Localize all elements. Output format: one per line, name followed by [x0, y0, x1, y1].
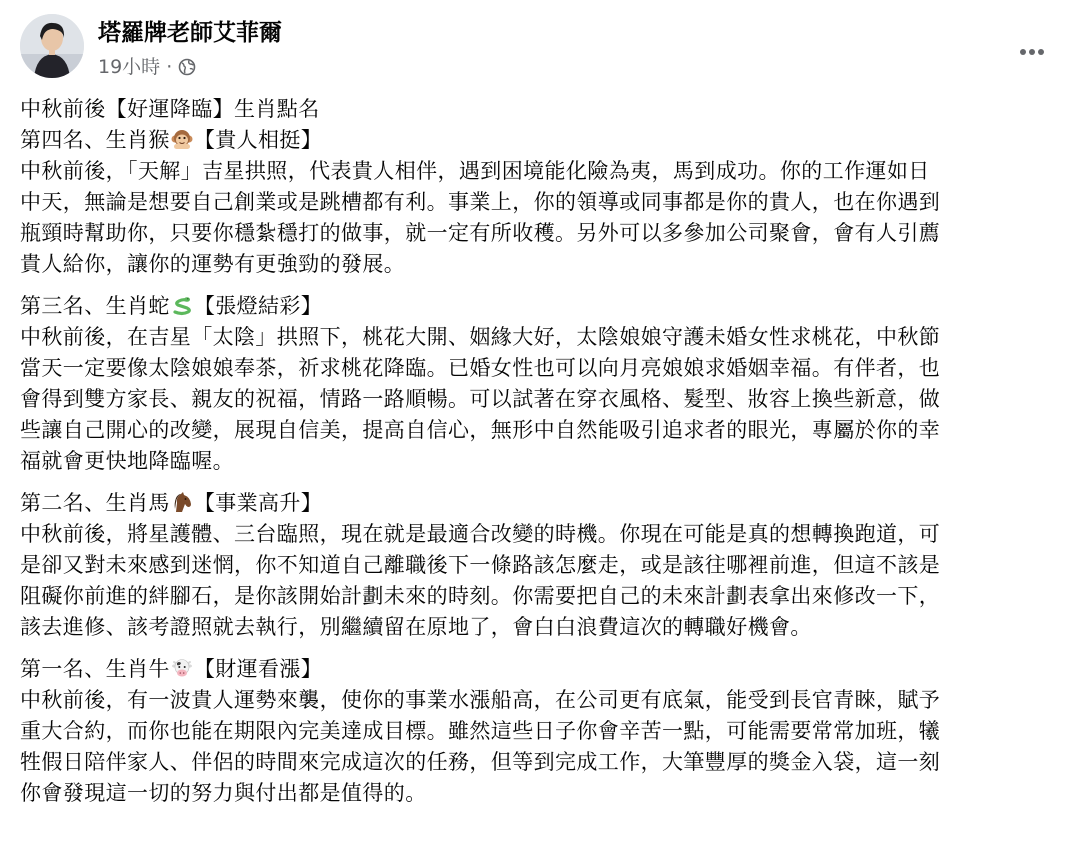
- section-line: 會得到雙方家長、親友的祝福，情路一路順暢。可以試著在穿衣風格、髮型、妝容上換些新意，做: [20, 387, 941, 411]
- section-line: 牲假日陪伴家人、伴侶的時間來完成這次的任務，但等到完成工作，大筆豐厚的獎金入袋，這一刻: [20, 750, 941, 774]
- globe-icon[interactable]: [178, 58, 196, 76]
- horse-icon: [171, 491, 193, 513]
- section-line: 貴人給你，讓你的運勢有更強勁的發展。: [20, 252, 406, 276]
- section-line: 該去進修、該考證照就去執行，別繼續留在原地了，會白白浪費這次的轉職好機會。: [20, 615, 812, 639]
- section-rank: 第四名、生肖猴: [20, 128, 170, 152]
- section-line: 中秋前後，將星護體、三台臨照，現在就是最適合改變的時機。你現在可能是真的想轉換跑道，可: [20, 522, 941, 546]
- section-heading: [20, 654, 1060, 685]
- section-rank: 第二名、生肖馬: [20, 491, 170, 515]
- section-line: 是卻又對未來感到迷惘，你不知道自己離職後下一條路該怎麼走，或是該往哪裡前進，但這不該是: [20, 553, 941, 577]
- section-line: 些讓自己開心的改變，展現自信美，提高自信心，無形中自然能吸引追求者的眼光，專屬於你的幸: [20, 418, 941, 442]
- section-line: 你會發現這一切的努力與付出都是值得的。: [20, 781, 427, 805]
- section-line: 中秋前後，在吉星「太陰」拱照下，桃花大開、姻緣大好，太陰娘娘守護未婚女性求桃花，中秋節: [20, 325, 941, 349]
- section-tag: 【張燈結彩】: [193, 294, 323, 318]
- author-name[interactable]: 塔羅牌老師艾菲爾: [98, 20, 282, 46]
- section-line: 瓶頸時幫助你，只要你穩紮穩打的做事，就一定有所收穫。另外可以多參加公司聚會，會有人引薦: [20, 221, 941, 245]
- post-header: [20, 14, 1060, 86]
- section-rank: 第一名、生肖牛: [20, 657, 170, 681]
- section-line: 阻礙你前進的絆腳石，是你該開始計劃未來的時刻。你需要把自己的未來計劃表拿出來修改一下，: [20, 584, 941, 608]
- section-line: 福就會更快地降臨喔。: [20, 449, 234, 473]
- monkey-face-icon: [171, 128, 193, 150]
- section-heading: [20, 125, 1060, 156]
- more-options-button[interactable]: [1012, 32, 1052, 72]
- section-tag: 【事業高升】: [193, 491, 323, 515]
- section-line: 中天，無論是想要自己創業或是跳槽都有利。事業上，你的領導或同事都是你的貴人，也在你遇到: [20, 190, 941, 214]
- avatar-image: [20, 14, 84, 78]
- post-timestamp[interactable]: 19小時: [98, 56, 161, 78]
- section-heading: [20, 291, 1060, 322]
- section-rank-1: [20, 654, 1060, 809]
- snake-icon: [171, 294, 193, 316]
- more-options-icon: [1019, 48, 1045, 56]
- section-heading: [20, 488, 1060, 519]
- meta-separator: ·: [166, 56, 173, 78]
- post-content: [20, 94, 1060, 809]
- post-meta: [98, 54, 196, 80]
- section-tag: 【財運看漲】: [193, 657, 323, 681]
- section-rank-4: [20, 125, 1060, 280]
- section-rank: 第三名、生肖蛇: [20, 294, 170, 318]
- section-line: 中秋前後，有一波貴人運勢來襲，使你的事業水漲船高，在公司更有底氣，能受到長官青睞，賦予: [20, 688, 941, 712]
- section-line: 中秋前後，「天解」吉星拱照，代表貴人相伴，遇到困境能化險為夷，馬到成功。你的工作運如日: [20, 159, 930, 183]
- post-intro: 中秋前後【好運降臨】生肖點名: [20, 97, 320, 121]
- cow-face-icon: [171, 657, 193, 679]
- section-line: 重大合約，而你也能在期限內完美達成目標。雖然這些日子你會辛苦一點，可能需要常常加班，犧: [20, 719, 941, 743]
- section-tag: 【貴人相挺】: [193, 128, 323, 152]
- avatar[interactable]: [20, 14, 84, 78]
- section-line: 當天一定要像太陰娘娘奉茶，祈求桃花降臨。已婚女性也可以向月亮娘娘求婚姻幸福。有伴者，也: [20, 356, 941, 380]
- section-rank-2: [20, 488, 1060, 643]
- section-rank-3: [20, 291, 1060, 477]
